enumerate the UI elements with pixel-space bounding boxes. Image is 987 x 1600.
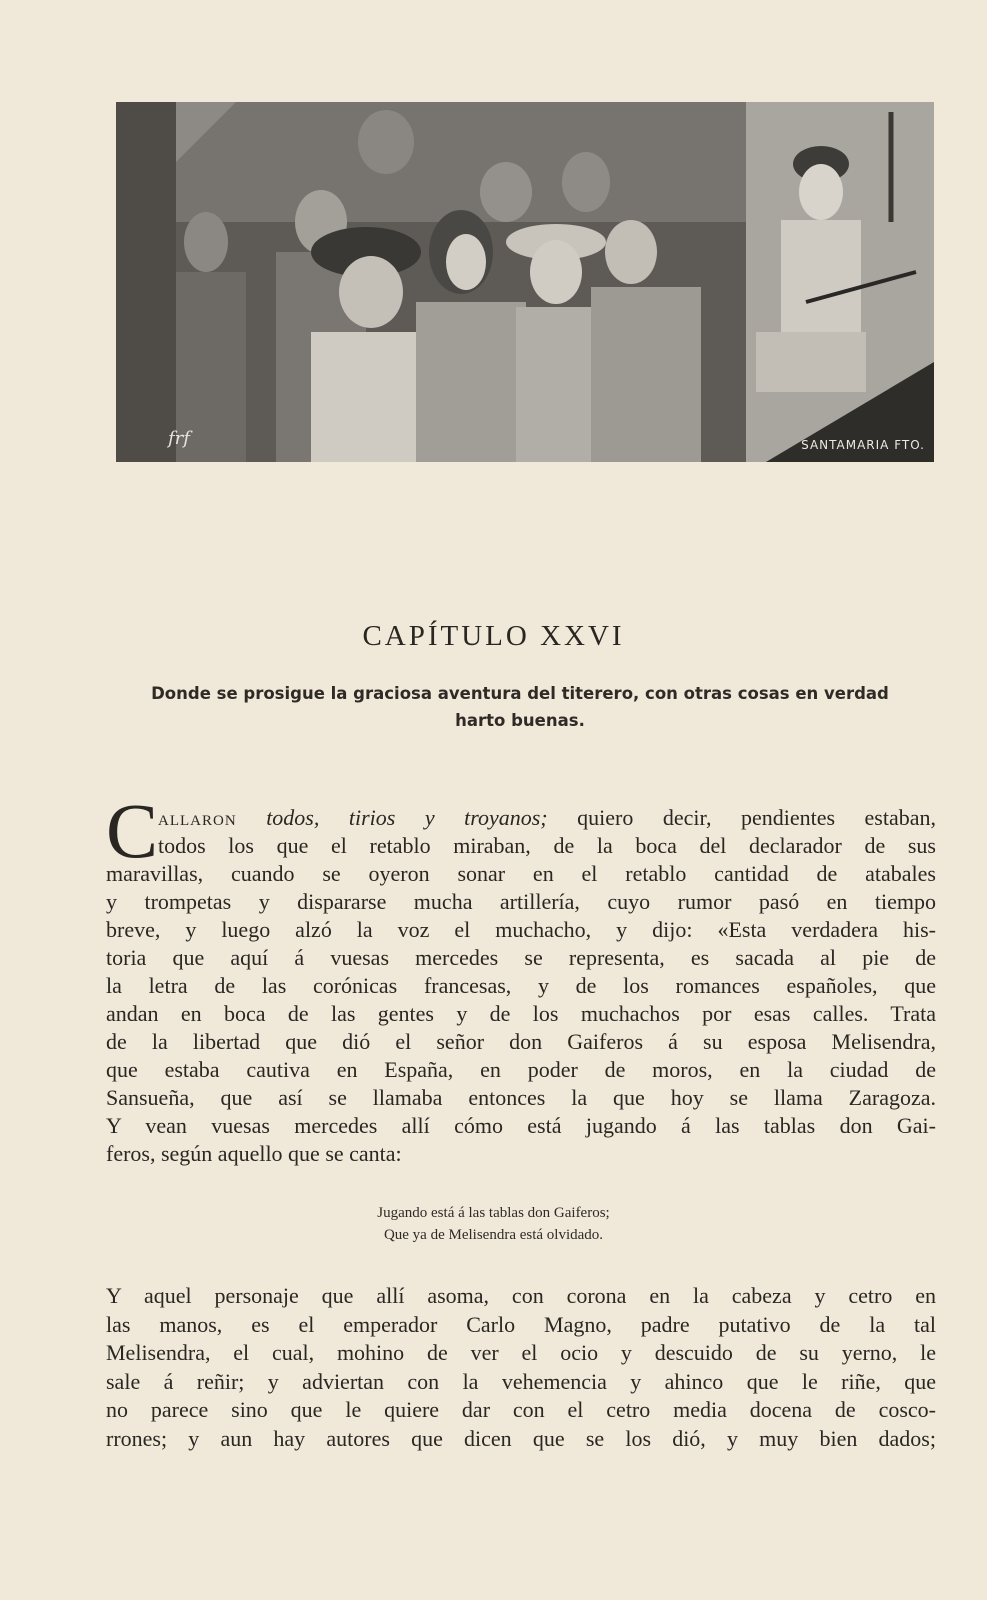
text-line: de la libertad que dió el señor don Gaiferos á su esposa Melisendra, bbox=[106, 1029, 936, 1054]
text-line: Y vean vuesas mercedes allí cómo está jugando á las tablas don Gai- bbox=[106, 1113, 936, 1138]
text-line: no parece sino que le quiere dar con el cetro media docena de cosco- bbox=[106, 1397, 936, 1422]
verse-quote bbox=[0, 1202, 987, 1246]
chapter-title: CAPÍTULO XXVI bbox=[362, 620, 625, 652]
drop-cap: C bbox=[106, 787, 159, 874]
paragraph-1 bbox=[106, 804, 936, 1168]
text-line: Sansueña, que así se llamaba entonces la que hoy se llama Zaragoza. bbox=[106, 1085, 936, 1110]
smallcaps-word: allaron bbox=[158, 805, 237, 830]
text-line: Y aquel personaje que allí asoma, con corona en la cabeza y cetro en bbox=[106, 1283, 936, 1308]
puppet-show-audience-picture bbox=[116, 102, 934, 462]
engraving-illustration bbox=[116, 102, 934, 462]
text-line: rrones; y aun hay autores que dicen que se los dió, y muy bien dados; bbox=[106, 1425, 936, 1451]
text-line: que estaba cautiva en España, en poder de moros, en la ciudad de bbox=[106, 1057, 936, 1082]
engraver-credit: SANTAMARIA FTO. bbox=[801, 438, 925, 452]
italic-phrase: todos, tirios y troyanos; bbox=[266, 805, 548, 830]
text-line: y trompetas y dispararse mucha artillería, cuyo rumor pasó en tiempo bbox=[106, 889, 936, 914]
chapter-subtitle bbox=[130, 680, 910, 734]
text-line: toria que aquí á vuesas mercedes se representa, es sacada al pie de bbox=[106, 945, 936, 970]
text-line: Melisendra, el cual, mohino de ver el ocio y descuido de su yerno, le bbox=[106, 1340, 936, 1365]
first-line-rest: quiero decir, pendientes estaban, bbox=[577, 805, 937, 830]
verse-line: Que ya de Melisendra está olvidado. bbox=[383, 1227, 604, 1243]
illustrator-signature: frf bbox=[168, 428, 190, 449]
text-line: maravillas, cuando se oyeron sonar en el retablo cantidad de atabales bbox=[106, 861, 936, 886]
text-line: todos los que el retablo miraban, de la boca del declarador de sus bbox=[158, 833, 936, 858]
text-line: las manos, es el emperador Carlo Magno, padre putativo de la tal bbox=[106, 1311, 936, 1337]
text-line bbox=[158, 804, 936, 832]
text-line: sale á reñir; y adviertan con la vehemencia y ahinco que le riñe, que bbox=[106, 1368, 936, 1394]
text-line: andan en boca de las gentes y de los muchachos por esas calles. Trata bbox=[106, 1001, 936, 1026]
text-line: la letra de las corónicas francesas, y de los romances españoles, que bbox=[106, 973, 936, 998]
paragraph-2 bbox=[106, 1282, 936, 1453]
text-line: feros, según aquello que se canta: bbox=[106, 1141, 402, 1166]
verse-line: Jugando está á las tablas don Gaiferos; bbox=[377, 1205, 610, 1221]
subtitle-line: Donde se prosigue la graciosa aventura del titerero, con otras cosas en verdad bbox=[151, 684, 889, 703]
text-line: breve, y luego alzó la voz el muchacho, y dijo: «Esta verdadera his- bbox=[106, 917, 936, 942]
subtitle-line: harto buenas. bbox=[455, 711, 585, 730]
